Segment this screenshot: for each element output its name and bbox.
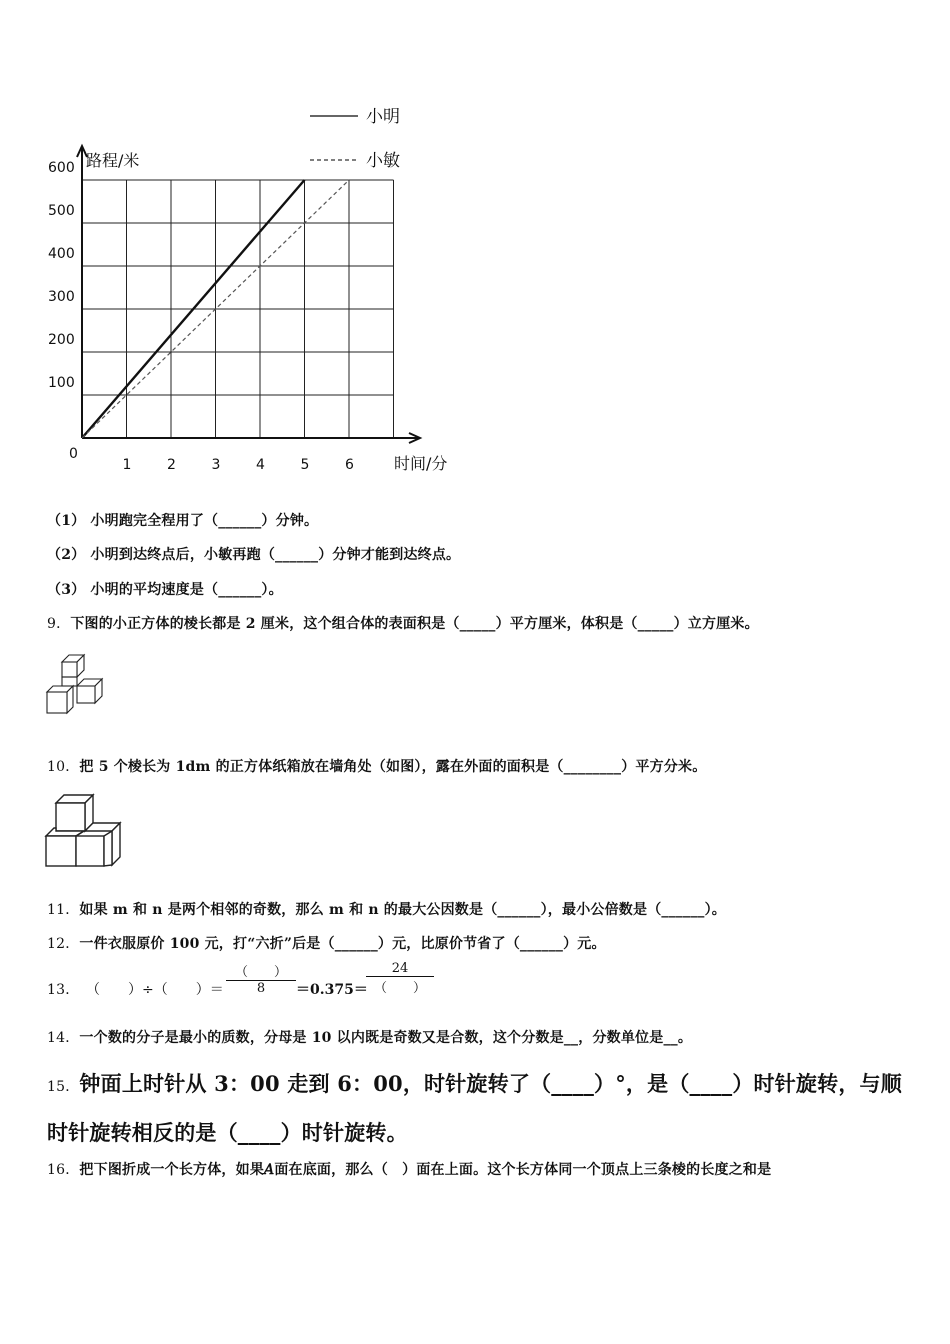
sub-question-number: （2） [47, 547, 86, 563]
question-10 [47, 756, 706, 776]
question-text: 下图的小正方体的棱长都是 2 厘米，这个组合体的表面积是（_____）平方厘米，体积是（_____）立方厘米。 [70, 616, 759, 632]
x-tick-label: 5 [300, 457, 310, 473]
question-13 [47, 979, 79, 999]
y-tick-label: 600 [48, 160, 75, 176]
question-14 [47, 1027, 692, 1047]
question-text: 如果 m 和 n 是两个相邻的奇数，那么 m 和 n 的最大公因数是（______），最小公倍数是（______）。 [79, 902, 726, 918]
sub-question-text: 小明到达终点后，小敏再跑（______）分钟才能到达终点。 [90, 547, 461, 563]
question-15 [47, 1068, 902, 1098]
x-tick-label: 2 [167, 457, 176, 473]
sub-question-1 [47, 510, 318, 530]
question-number: 16． [47, 1162, 80, 1178]
question-text: 一件衣服原价 100 元，打“六折”后是（______）元，比原价节省了（______）元。 [79, 936, 606, 952]
cube-cluster-figure-q9 [44, 652, 110, 718]
x-tick-label: 6 [345, 457, 354, 473]
question-15-continued [47, 1117, 408, 1147]
fraction-numerator: （ ） [234, 965, 287, 980]
y-tick-label: 200 [48, 332, 75, 348]
question-number: 13． [47, 982, 80, 998]
question-9 [47, 613, 759, 633]
fraction-denominator: （ ） [373, 981, 426, 996]
legend-label-1: 小明 [366, 107, 400, 127]
question-text: 一个数的分子是最小的质数，分母是 10 以内既是奇数又是合数，这个分数是__，分数单位是__。 [79, 1030, 693, 1046]
question-11 [47, 899, 726, 919]
question-number: 12． [47, 936, 80, 952]
q13-fraction-2 [366, 961, 434, 996]
question-16 [47, 1159, 771, 1179]
corner-boxes-figure-q10 [44, 793, 124, 869]
question-text-line-2: 时针旋转相反的是（____）时针旋转。 [47, 1120, 408, 1145]
sub-question-number: （3） [47, 582, 86, 598]
question-text-line-1: 钟面上时针从 3：00 走到 6：00，时针旋转了（____）°，是（____）时针旋转，与顺 [79, 1071, 902, 1096]
question-number: 9． [47, 616, 71, 632]
x-axis-label: 时间/分 [394, 454, 448, 473]
y-tick-label: 500 [48, 203, 75, 219]
sub-question-text: 小明跑完全程用了（______）分钟。 [90, 513, 319, 529]
chart-legend [310, 107, 400, 171]
sub-question-2 [47, 544, 460, 564]
question-text: 把下图折成一个长方体，如果𝐴面在底面，那么（ ）面在上面。这个长方体同一个顶点上三条棱的长度之和是 [79, 1162, 772, 1178]
sub-question-text: 小明的平均速度是（______）。 [90, 582, 283, 598]
sub-question-3 [47, 579, 283, 599]
y-tick-label: 400 [48, 246, 75, 262]
question-12 [47, 933, 606, 953]
fraction-denominator: 8 [256, 981, 266, 996]
q13-lead: （ ）÷（ ）＝ [86, 982, 224, 998]
question-text: 把 5 个棱长为 1dm 的正方体纸箱放在墙角处（如图），露在外面的面积是（________）平方分米。 [79, 759, 707, 775]
question-number: 11． [47, 902, 80, 918]
distance-time-chart [40, 100, 480, 480]
legend-label-2: 小敏 [366, 151, 400, 171]
question-number: 10． [47, 759, 80, 775]
q13-middle: ＝0.375＝ [296, 982, 368, 998]
question-number: 14． [47, 1030, 80, 1046]
x-tick-label: 4 [256, 457, 265, 473]
y-tick-label: 300 [48, 289, 75, 305]
q13-fraction-1 [226, 961, 296, 996]
y-tick-label: 100 [48, 375, 75, 391]
chart-grid [82, 180, 394, 438]
origin-label: 0 [69, 446, 78, 462]
question-number: 15． [47, 1079, 80, 1095]
fraction-numerator: 24 [391, 961, 409, 976]
y-axis-label: 路程/米 [86, 151, 140, 170]
x-tick-label: 3 [211, 457, 221, 473]
sub-question-number: （1） [47, 513, 86, 529]
x-tick-label: 1 [122, 457, 132, 473]
